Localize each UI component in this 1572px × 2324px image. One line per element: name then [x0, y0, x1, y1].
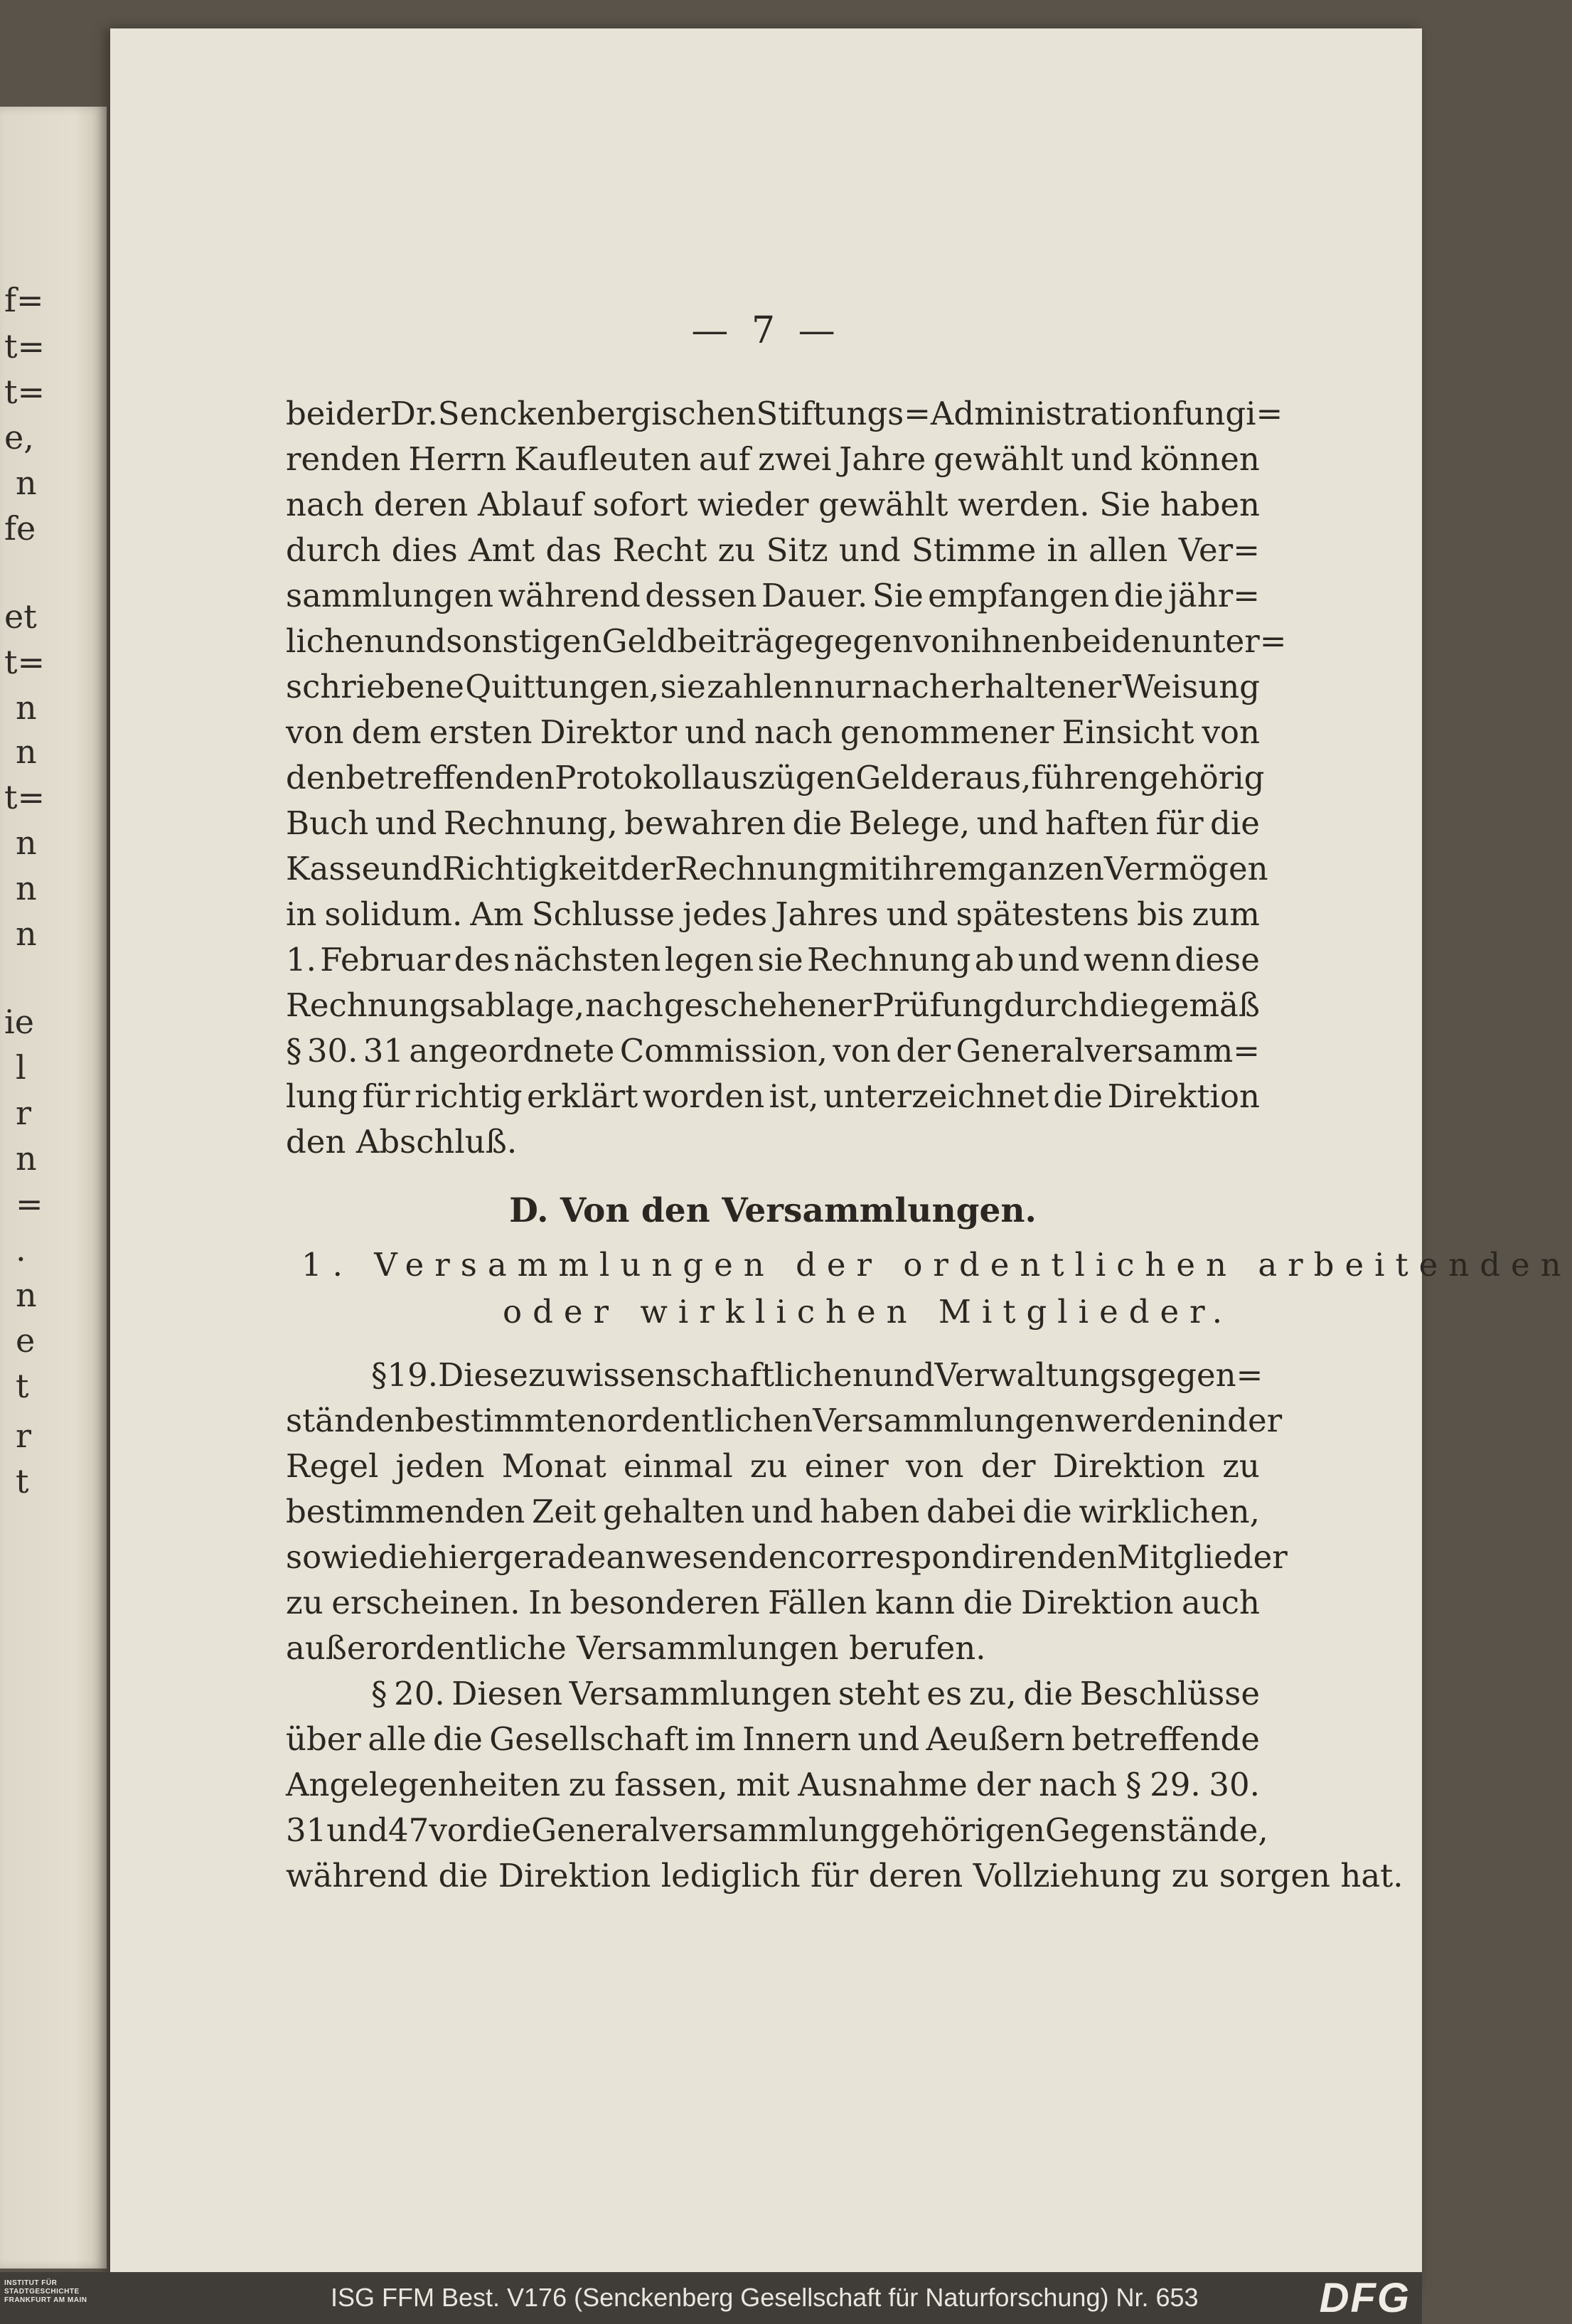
text-line: den Abschluß. — [286, 1123, 518, 1161]
text-line: lichen und sonstigen Geldbeiträge gegen von ihnen beiden unter= — [286, 622, 1287, 660]
left-page-fragment: n — [16, 1276, 37, 1314]
text-line: Rechnungsablage, nach geschehener Prüfung durch die gemäß — [286, 986, 1260, 1024]
left-page-fragment: n — [16, 915, 37, 953]
left-page-fragment: t — [16, 1462, 29, 1501]
left-page-fragment: n — [16, 464, 37, 502]
institution-logo: INSTITUT FÜR STADTGESCHICHTE FRANKFURT AM MAIN — [4, 2279, 87, 2304]
left-page-fragment: ie — [4, 1003, 34, 1041]
text-line: 31 und 47 vor die Generalversammlung gehörigen Gegenstände, — [286, 1811, 1268, 1849]
text-line: ständen bestimmten ordentlichen Versammlungen werden in der — [286, 1402, 1283, 1439]
dfg-logo: DFG — [1319, 2275, 1411, 2321]
text-line: über alle die Gesellschaft im Innern und Aeußern betreffende — [286, 1720, 1260, 1758]
left-page-fragment: et — [4, 597, 37, 636]
left-page-fragment: fe — [4, 509, 36, 548]
page-number: — 7 — — [691, 309, 841, 352]
text-line: § 30. 31 angeordnete Commission, von der Generalversamm= — [286, 1032, 1260, 1070]
subheading-line-1: 1. Versammlungen der ordentlichen arbeitenden — [301, 1246, 1572, 1284]
text-line: Buch und Rechnung, bewahren die Belege, und haften für die — [286, 804, 1260, 842]
text-line: § 19. Diese zu wissenschaftlichen und Verwaltungsgegen= — [371, 1356, 1263, 1394]
left-page-fragment: r — [16, 1094, 31, 1132]
text-line: den betreffenden Protokollauszügen Gelder aus, führen gehörig — [286, 759, 1265, 796]
text-line: in solidum. Am Schlusse jedes Jahres und spätestens bis zum — [286, 895, 1260, 933]
paragraph-treasurers — [286, 391, 1287, 1165]
text-line: bestimmenden Zeit gehalten und haben dabei die wirklichen, — [286, 1493, 1260, 1530]
left-page-fragment: f= — [4, 281, 44, 319]
text-line: sowie die hier gerade anwesenden correspondirenden Mitglieder — [286, 1538, 1288, 1576]
text-line: § 20. Diesen Versammlungen steht es zu, die Beschlüsse — [371, 1675, 1260, 1712]
text-line: lung für richtig erklärt worden ist, unterzeichnet die Direktion — [286, 1077, 1260, 1115]
text-line: schriebene Quittungen, sie zahlen nur nach erhaltener Weisung — [286, 668, 1260, 705]
page-text — [286, 391, 1572, 1899]
text-line: von dem ersten Direktor und nach genommener Einsicht von — [286, 713, 1260, 751]
book-page — [110, 28, 1572, 2290]
text-line: 1. Februar des nächsten legen sie Rechnung ab und wenn diese — [286, 941, 1260, 979]
left-page-edge — [0, 107, 107, 2269]
text-line: während die Direktion lediglich für deren Vollziehung zu sorgen hat. — [286, 1857, 1403, 1894]
left-page-fragment: t= — [4, 327, 46, 366]
footer-bar — [0, 2272, 1422, 2324]
left-page-fragment: n — [16, 1139, 37, 1178]
left-page-fragment: r — [16, 1417, 31, 1455]
text-line: bei der Dr. Senckenbergischen Stiftungs=Administration fungi= — [286, 395, 1283, 432]
left-page-fragment: t= — [4, 778, 46, 816]
left-page-fragment: n — [16, 732, 37, 771]
text-line: Regel jeden Monat einmal zu einer von der Direktion zu — [286, 1447, 1260, 1485]
text-line: Kasse und Richtigkeit der Rechnung mit ihrem ganzen Vermögen — [286, 850, 1268, 888]
left-page-fragment: t= — [4, 643, 46, 681]
text-line: Angelegenheiten zu fassen, mit Ausnahme der nach § 29. 30. — [286, 1766, 1260, 1803]
left-page-fragment: = — [16, 1185, 43, 1223]
text-line: außerordentliche Versammlungen berufen. — [286, 1629, 986, 1667]
left-page-fragment: t= — [4, 373, 46, 411]
text-line: zu erscheinen. In besonderen Fällen kann die Direktion auch — [286, 1584, 1260, 1621]
paragraph-section-19 — [286, 1353, 1288, 1671]
footer-caption: ISG FFM Best. V176 (Senckenberg Gesellschaft für Naturforschung) Nr. 653 — [331, 2283, 1199, 2312]
subheading-line-2: oder wirklichen Mitglieder. — [503, 1293, 1234, 1331]
left-page-fragment: e, — [4, 418, 34, 457]
left-page-fragment: n — [16, 823, 37, 862]
left-page-fragment: . — [16, 1230, 26, 1269]
left-page-fragment: e — [16, 1321, 36, 1360]
section-heading: D. Von den Versammlungen. — [509, 1191, 1037, 1230]
left-page-fragment: l — [16, 1048, 26, 1087]
left-page-fragment: n — [16, 688, 37, 727]
text-line: durch dies Amt das Recht zu Sitz und Stimme in allen Ver= — [286, 531, 1260, 569]
left-page-fragment: n — [16, 869, 37, 907]
text-line: sammlungen während dessen Dauer. Sie empfangen die jähr= — [286, 577, 1260, 614]
paragraph-section-20 — [286, 1671, 1403, 1899]
left-page-fragment: t — [16, 1367, 29, 1405]
text-line: nach deren Ablauf sofort wieder gewählt werden. Sie haben — [286, 486, 1260, 523]
text-line: renden Herrn Kaufleuten auf zwei Jahre gewählt und können — [286, 440, 1260, 478]
